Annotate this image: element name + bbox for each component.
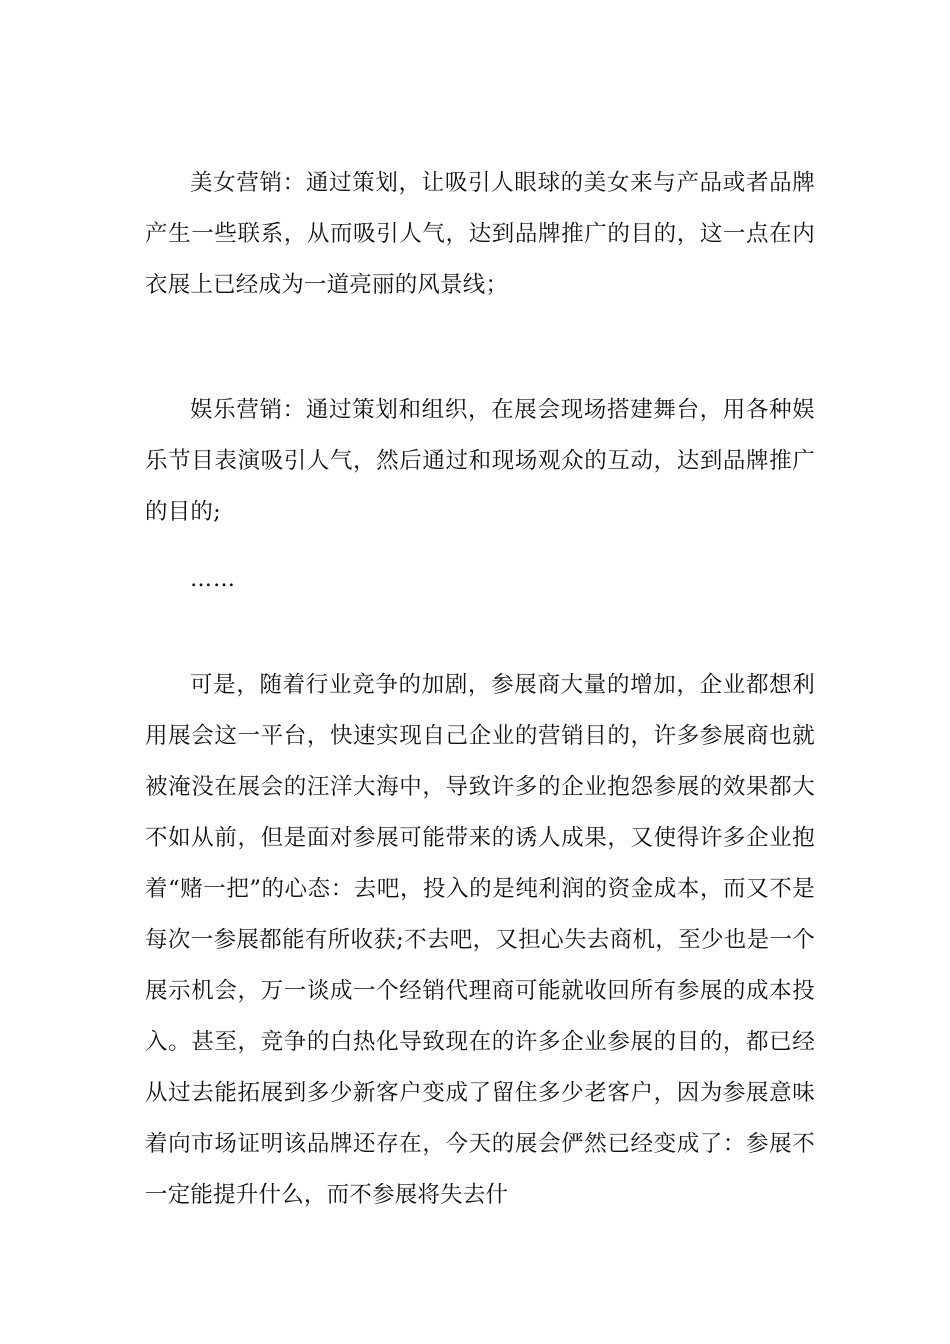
paragraph-competition: 可是，随着行业竞争的加剧，参展商大量的增加，企业都想利用展会这一平台，快速实现自己企业的营销目的，许多参展商也就被淹没在展会的汪洋大海中，导致许多的企业抱怨参展的效果都大不如从前，但是面对参展可能带来的诱人成果，又使得许多企业抱着“赌一把”的心态：去吧，投入的是纯利润的资金成本，而又不是每次一参展都能有所收获;不去吧，又担心失去商机，至少也是一个展示机会，万一谈成一个经销代理商可能就收回所有参展的成本投入。甚至，竞争的白热化导致现在的许多企业参展的目的，都已经从过去能拓展到多少新客户变成了留住多少老客户，因为参展意味着向市场证明该品牌还存在，今天的展会俨然已经变成了：参展不一定能提升什么，而不参展将失去什 — [145, 672, 815, 1208]
paragraph-beauty-marketing: 美女营销：通过策划，让吸引人眼球的美女来与产品或者品牌产生一些联系，从而吸引人气，达到品牌推广的目的，这一点在内衣展上已经成为一道亮丽的风景线； — [145, 170, 815, 298]
ellipsis-line: …… — [190, 567, 236, 592]
paragraph-entertainment-marketing: 娱乐营销：通过策划和组织，在展会现场搭建舞台，用各种娱乐节目表演吸引人气，然后通过和现场观众的互动，达到品牌推广的目的; — [145, 397, 815, 525]
